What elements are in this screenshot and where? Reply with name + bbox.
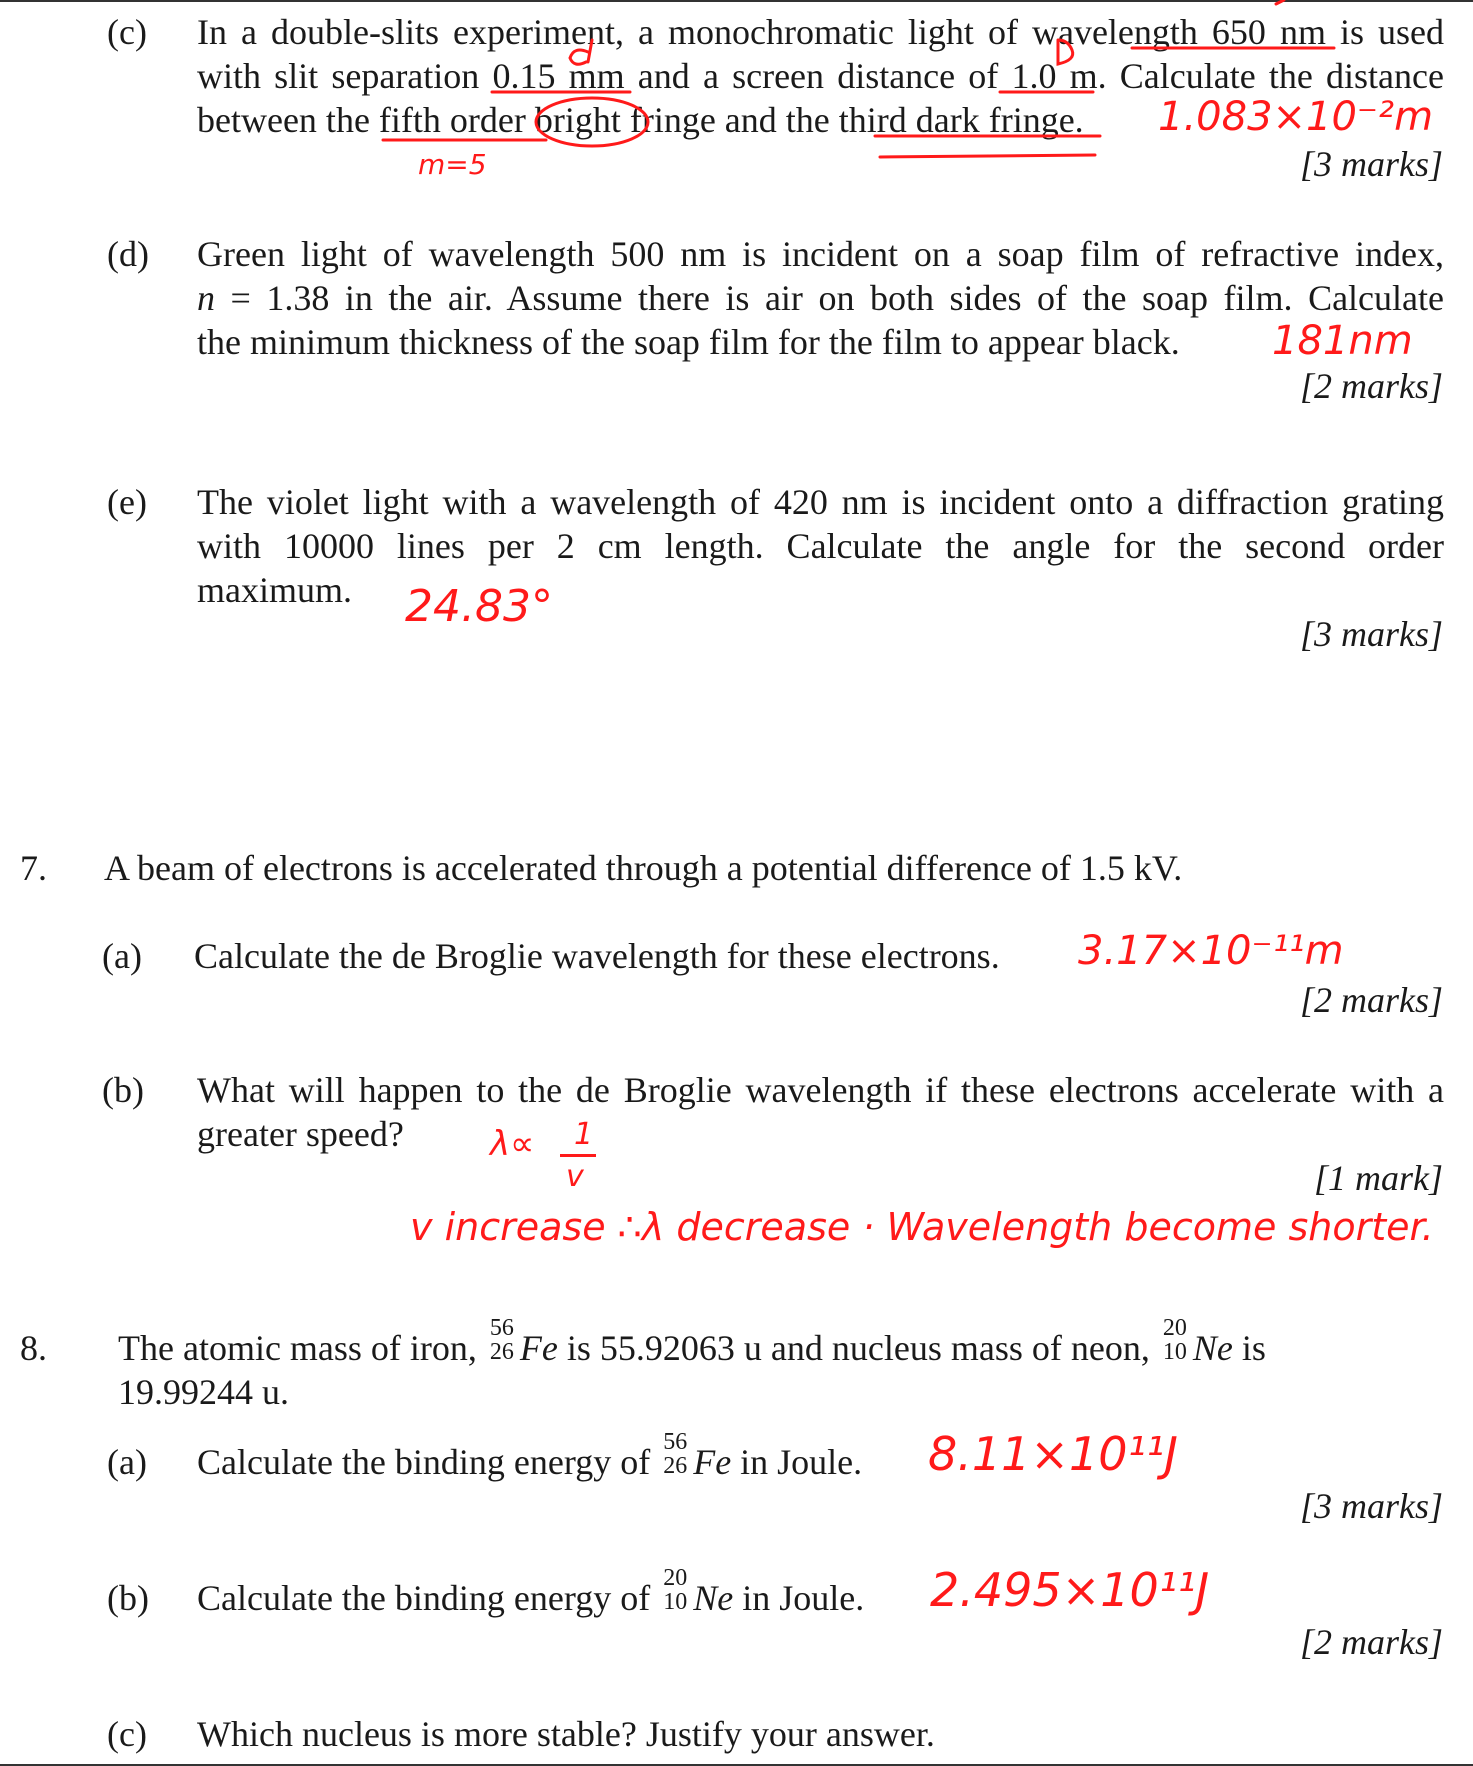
q6c-line2: with slit separation 0.15 mm and a screen distance of 1.0 m. Calculate the distance <box>197 56 1444 96</box>
q8-stem-line2: 19.99244 u. <box>118 1372 289 1412</box>
q8-stem-mid: is 55.92063 u and nucleus mass of neon, <box>566 1328 1150 1368</box>
q7b-handwritten-denominator: v <box>566 1159 584 1194</box>
q7b-label: (b) <box>102 1070 144 1110</box>
q8b-label: (b) <box>107 1578 149 1618</box>
q7b-fraction-bar <box>560 1154 596 1157</box>
q8-stem-line1 <box>118 1315 1266 1370</box>
q6d-line1: Green light of wavelength 500 nm is incident on a soap film of refractive index, <box>197 234 1444 274</box>
q7b-handwritten-numerator: 1 <box>574 1117 594 1152</box>
q7-stem: A beam of electrons is accelerated through a potential difference of 1.5 kV. <box>104 848 1183 888</box>
q8b-text: Calculate the binding energy of 20 10 Ne in Joule. <box>197 1565 865 1618</box>
q6e-line1: The violet light with a wavelength of 420 nm is incident onto a diffraction grating <box>197 482 1444 522</box>
q8a-handwritten-answer: 8.11×10¹¹J <box>928 1427 1178 1481</box>
q6e-marks: [3 marks] <box>1299 614 1443 654</box>
q8b-ne-isotope: 20 10 <box>663 1565 688 1615</box>
q7b-line2: greater speed? <box>197 1114 404 1154</box>
q6d-label: (d) <box>107 234 149 274</box>
q7b-handwritten-explanation: v increase ∴λ decrease · Wavelength become shorter. <box>410 1205 1434 1249</box>
q8b-marks: [2 marks] <box>1299 1622 1443 1662</box>
q6c-label: (c) <box>107 12 147 52</box>
q6d-handwritten-answer: 181nm <box>1272 318 1413 364</box>
q8a-fe-isotope: 56 26 <box>663 1429 688 1479</box>
q7a-text: Calculate the de Broglie wavelength for these electrons. <box>194 936 1000 976</box>
q7a-marks: [2 marks] <box>1299 980 1443 1020</box>
q6e-line2: with 10000 lines per 2 cm length. Calculate the angle for the second order <box>197 526 1444 566</box>
q8-ne-symbol: Ne <box>1192 1328 1233 1368</box>
q6d-line3: the minimum thickness of the soap film for the film to appear black. <box>197 322 1180 362</box>
q8c-text: Which nucleus is more stable? Justify your answer. <box>197 1714 935 1754</box>
underline-third-dark-2 <box>880 155 1095 157</box>
q6c-marks: [3 marks] <box>1299 144 1443 184</box>
q8-fe-isotope: 56 26 <box>489 1315 514 1365</box>
q8-fe-symbol: Fe <box>519 1328 558 1368</box>
q7a-handwritten-answer: 3.17×10⁻¹¹m <box>1078 928 1344 974</box>
top-border <box>0 0 1473 2</box>
q6c-line3: between the fifth order bright fringe and the third dark fringe. <box>197 100 1084 140</box>
q8b-handwritten-answer: 2.495×10¹¹J <box>930 1563 1210 1617</box>
q6e-line3: maximum. <box>197 570 352 610</box>
q7b-line1: What will happen to the de Broglie wavelength if these electrons accelerate with a <box>197 1070 1444 1110</box>
q8a-marks: [3 marks] <box>1299 1486 1443 1526</box>
q6c-handwritten-answer: 1.083×10⁻²m <box>1158 94 1434 140</box>
q6c-line1: In a double-slits experiment, a monochromatic light of wavelength 650 nm is used <box>197 12 1444 52</box>
q7a-label: (a) <box>102 936 142 976</box>
q8a-text: Calculate the binding energy of 56 26 Fe in Joule. <box>197 1429 863 1482</box>
q7b-handwritten-relation: λ∝ <box>490 1124 535 1164</box>
q8a-label: (a) <box>107 1442 147 1482</box>
q7b-marks: [1 mark] <box>1313 1158 1443 1198</box>
q8-ne-isotope: 20 10 <box>1162 1315 1187 1365</box>
q8-number: 8. <box>20 1328 47 1368</box>
q8c-label: (c) <box>107 1714 147 1754</box>
q6c-handwritten-m: m=5 <box>418 148 487 181</box>
q6d-n-symbol: n <box>197 278 215 318</box>
q7-number: 7. <box>20 848 47 888</box>
q8-stem-post: is <box>1241 1328 1266 1368</box>
q6d-marks: [2 marks] <box>1299 366 1443 406</box>
q6d-line2-text: = 1.38 in the air. Assume there is air on both sides of the soap film. Calculate <box>215 278 1444 318</box>
q6e-handwritten-answer: 24.83° <box>405 581 553 632</box>
q6d-line2 <box>197 276 1444 320</box>
q6e-label: (e) <box>107 482 147 522</box>
q8-stem-pre: The atomic mass of iron, <box>118 1328 477 1368</box>
